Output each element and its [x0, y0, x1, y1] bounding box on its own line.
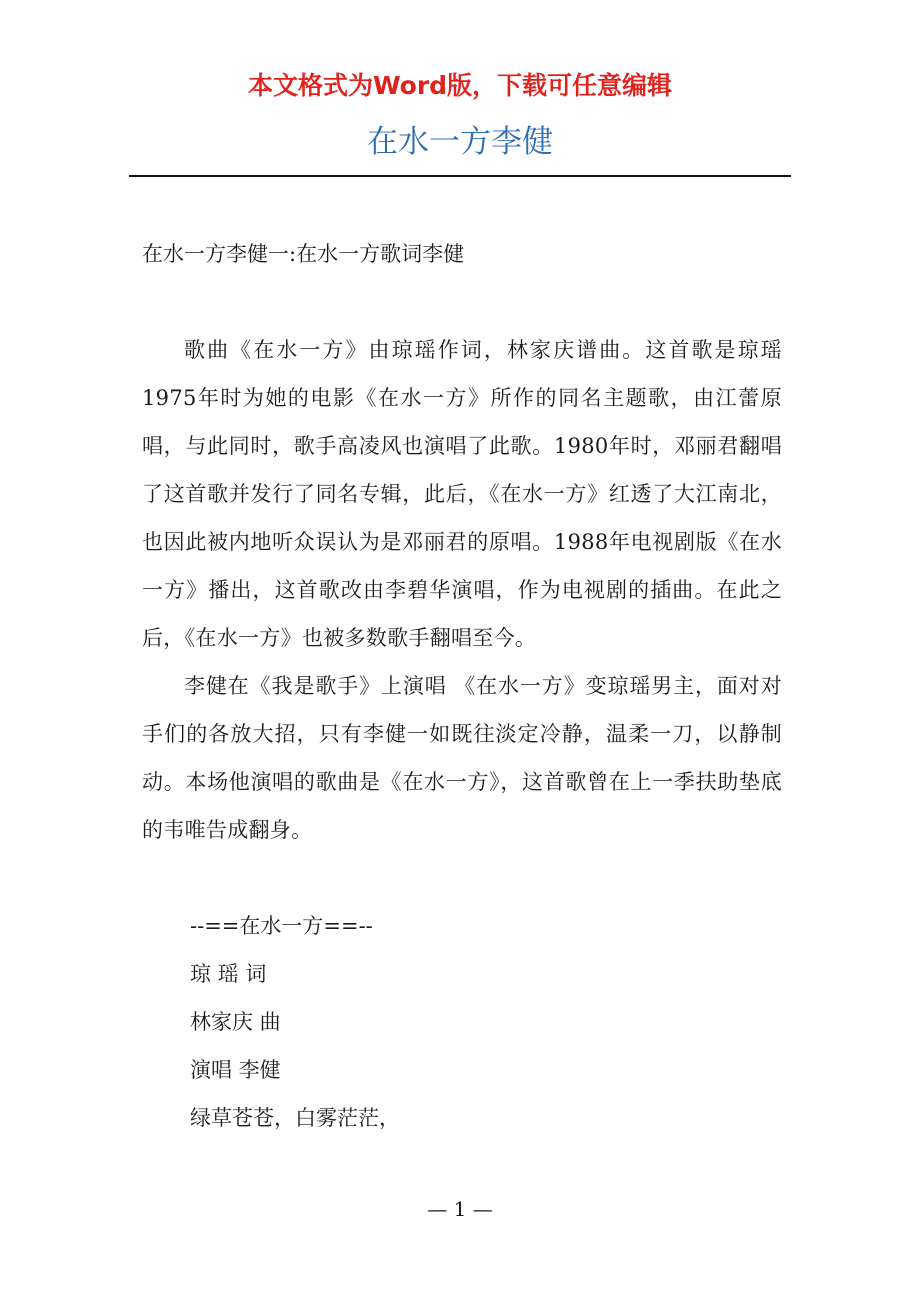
document-title: 在水一方李健 [367, 124, 553, 160]
document-body [142, 230, 782, 1142]
lyrics-credit-composer: 林家庆 曲 [190, 1010, 281, 1034]
lyrics-line: 绿草苍苍，白雾茫茫， [190, 1106, 400, 1130]
header-divider [129, 175, 791, 177]
paragraph-singer-performance: 李健在《我是歌手》上演唱 《在水一方》变琼瑶男主，面对对手们的各放大招，只有李健一如既往淡定冷静，温柔一刀，以静制动。本场他演唱的歌曲是《在水一方》，这首歌曾在上一季扶助垫底的韦唯告成翻身。 [142, 674, 782, 842]
lyrics-credit-lyricist: 琼 瑶 词 [190, 962, 267, 986]
section-heading: 在水一方李健一:在水一方歌词李健 [142, 242, 465, 266]
lyrics-heading: --==在水一方==-- [190, 914, 373, 938]
lyrics-credit-singer: 演唱 李健 [190, 1058, 281, 1082]
paragraph-song-history: 歌曲《在水一方》由琼瑶作词，林家庆谱曲。这首歌是琼瑶1975年时为她的电影《在水一方》所作的同名主题歌，由江蕾原唱，与此同时，歌手高凌风也演唱了此歌。1980年时，邓丽君翻唱了这首歌并发行了同名专辑，此后，《在水一方》红透了大江南北，也因此被内地听众误认为是邓丽君的原唱。1988年电视剧版《在水一方》播出，这首歌改由李碧华演唱，作为电视剧的插曲。在此之后，《在水一方》也被多数歌手翻唱至今。 [142, 338, 782, 650]
paragraph-spacer [142, 278, 782, 326]
format-notice-banner: 本文格式为Word版，下载可任意编辑 [247, 71, 673, 100]
page-number: — 1 — [427, 1197, 493, 1221]
paragraph-spacer [142, 854, 782, 902]
